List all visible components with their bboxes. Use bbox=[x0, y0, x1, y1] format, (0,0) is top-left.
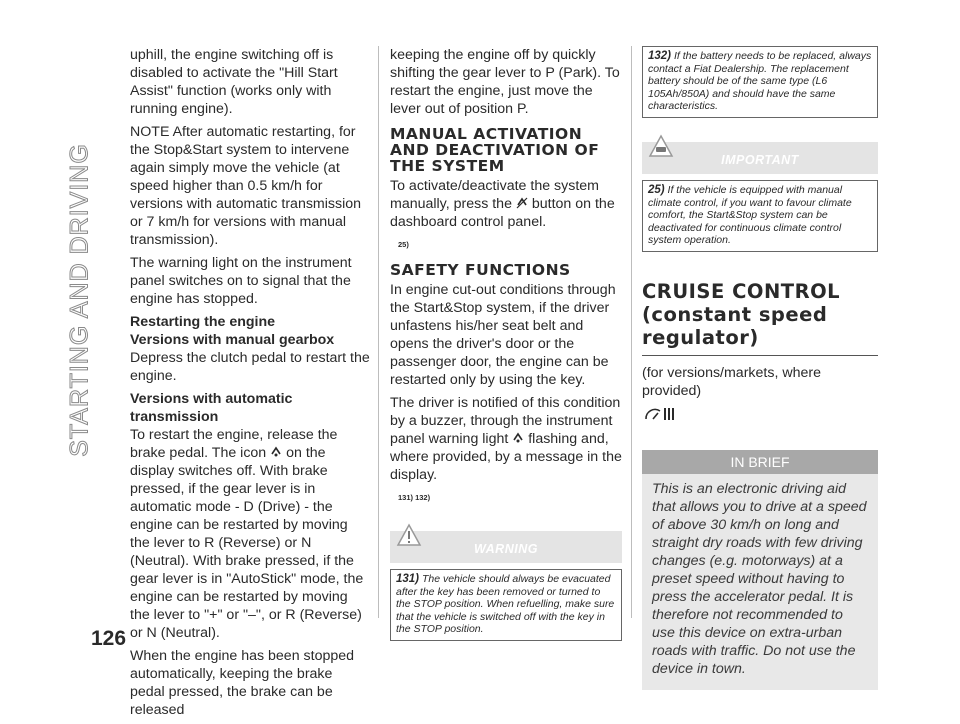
text-run: flashing and, where provided, by a message in the display. bbox=[390, 431, 622, 483]
warning-box bbox=[390, 569, 622, 641]
note-text: If the vehicle is equipped with manual climate control, if you want to favour climate comfort, the Start&Stop system can be deactivated for continuous climate control system operation. bbox=[648, 183, 852, 247]
column-2 bbox=[390, 46, 622, 641]
paragraph: uphill, the engine switching off is disabled to activate the "Hill Start Assist" function (works only with running engine). bbox=[130, 47, 338, 117]
text-run: To activate/deactivate the system manually, press the bbox=[390, 178, 599, 212]
text-run: on the display switches off. With brake pressed, if the gear lever is in automatic mode - D (Drive) - the engine can be restarted by moving the lever to R (Reverse) or N (Neutral). With brake pressed, if the gear lever is in "AutoStick" mode, the engine can be restarted by moving the lever to "+" or "–", or R (Reverse) or N (Neutral). bbox=[130, 445, 364, 641]
important-banner bbox=[642, 142, 878, 174]
important-label: IMPORTANT bbox=[721, 152, 799, 167]
chapter-side-title: STARTING AND DRIVING bbox=[65, 143, 94, 457]
paragraph: Depress the clutch pedal to restart the engine. bbox=[130, 350, 370, 384]
note-number: 132) bbox=[648, 50, 672, 62]
subheading: Restarting the engine bbox=[130, 314, 276, 330]
text-run: The driver is notified of this condition by a buzzer, through the instrument panel warning light bbox=[390, 395, 621, 447]
subheading: Versions with manual gearbox bbox=[130, 332, 335, 348]
subtitle: (for versions/markets, where provided) bbox=[642, 364, 821, 399]
section-heading: MANUAL ACTIVATION AND DEACTIVATION OF THE SYSTEM bbox=[390, 125, 600, 175]
brief-heading: IN BRIEF bbox=[642, 450, 878, 474]
section-title: CRUISE CONTROL (constant speed regulator) bbox=[642, 280, 878, 356]
paragraph: When the engine has been stopped automatically, keeping the brake pedal pressed, the brake can be released bbox=[130, 648, 355, 718]
reference-note: 25) bbox=[398, 240, 409, 249]
note-text: The vehicle should always be evacuated after the key has been removed or turned to the STOP position. When refuelling, make sure that the vehicle is switched off with the key in the STOP position. bbox=[396, 573, 615, 636]
note-number: 131) bbox=[396, 573, 420, 585]
column-divider bbox=[378, 46, 379, 618]
column-3 bbox=[642, 46, 878, 690]
paragraph: In engine cut-out conditions through the Start&Stop system, if the driver unfastens his/her seat belt and opens the driver's door or the passenger door, the engine can be restarted only by using the key. bbox=[390, 282, 616, 388]
paragraph bbox=[390, 394, 622, 484]
text-run: To restart the engine, release the brake pedal. The icon bbox=[130, 427, 338, 461]
page-number: 126 bbox=[91, 627, 127, 650]
cruise-control-icon bbox=[644, 405, 678, 423]
engine-start-icon bbox=[270, 446, 282, 458]
engine-warning-icon bbox=[512, 432, 524, 444]
important-box bbox=[642, 180, 878, 252]
paragraph bbox=[130, 426, 370, 642]
brief-text: This is an electronic driving aid that allows you to drive at a speed of above 30 km/h on long and straight dry roads with few driving changes (e.g. motorways) at a preset speed without having to press the accelerator pedal. It is therefore not recommended to use this device on extra-urban roads with traffic. Do not use the device in town. bbox=[642, 474, 878, 690]
text-run: button on the dashboard control panel. bbox=[390, 196, 615, 230]
column-divider bbox=[631, 46, 632, 618]
paragraph: NOTE After automatic restarting, for the Stop&Start system to intervene again simply move the vehicle (at speed higher than 0.5 km/h for versions with automatic transmission or 7 km/h for versions with manual transmission). bbox=[130, 124, 362, 248]
paragraph: keeping the engine off by quickly shifting the gear lever to P (Park). To restart the engine, just move the lever out of position P. bbox=[390, 47, 620, 117]
paragraph: The warning light on the instrument panel switches on to signal that the engine has stopped. bbox=[130, 255, 352, 307]
warning-label: WARNING bbox=[474, 542, 538, 556]
column-1 bbox=[130, 46, 370, 724]
reference-note: 131) 132) bbox=[398, 493, 431, 502]
note-text: If the battery needs to be replaced, always contact a Fiat Dealership. The replacement battery should be of the same type (L6 105Ah/850A) and should have the same characteristics. bbox=[648, 50, 872, 113]
section-heading: SAFETY FUNCTIONS bbox=[390, 261, 571, 279]
note-number: 25) bbox=[648, 183, 665, 196]
warning-banner bbox=[390, 531, 622, 563]
subheading: Versions with automatic transmission bbox=[130, 391, 293, 425]
paragraph bbox=[390, 177, 622, 231]
start-stop-off-icon bbox=[516, 197, 528, 209]
note-box bbox=[642, 46, 878, 118]
